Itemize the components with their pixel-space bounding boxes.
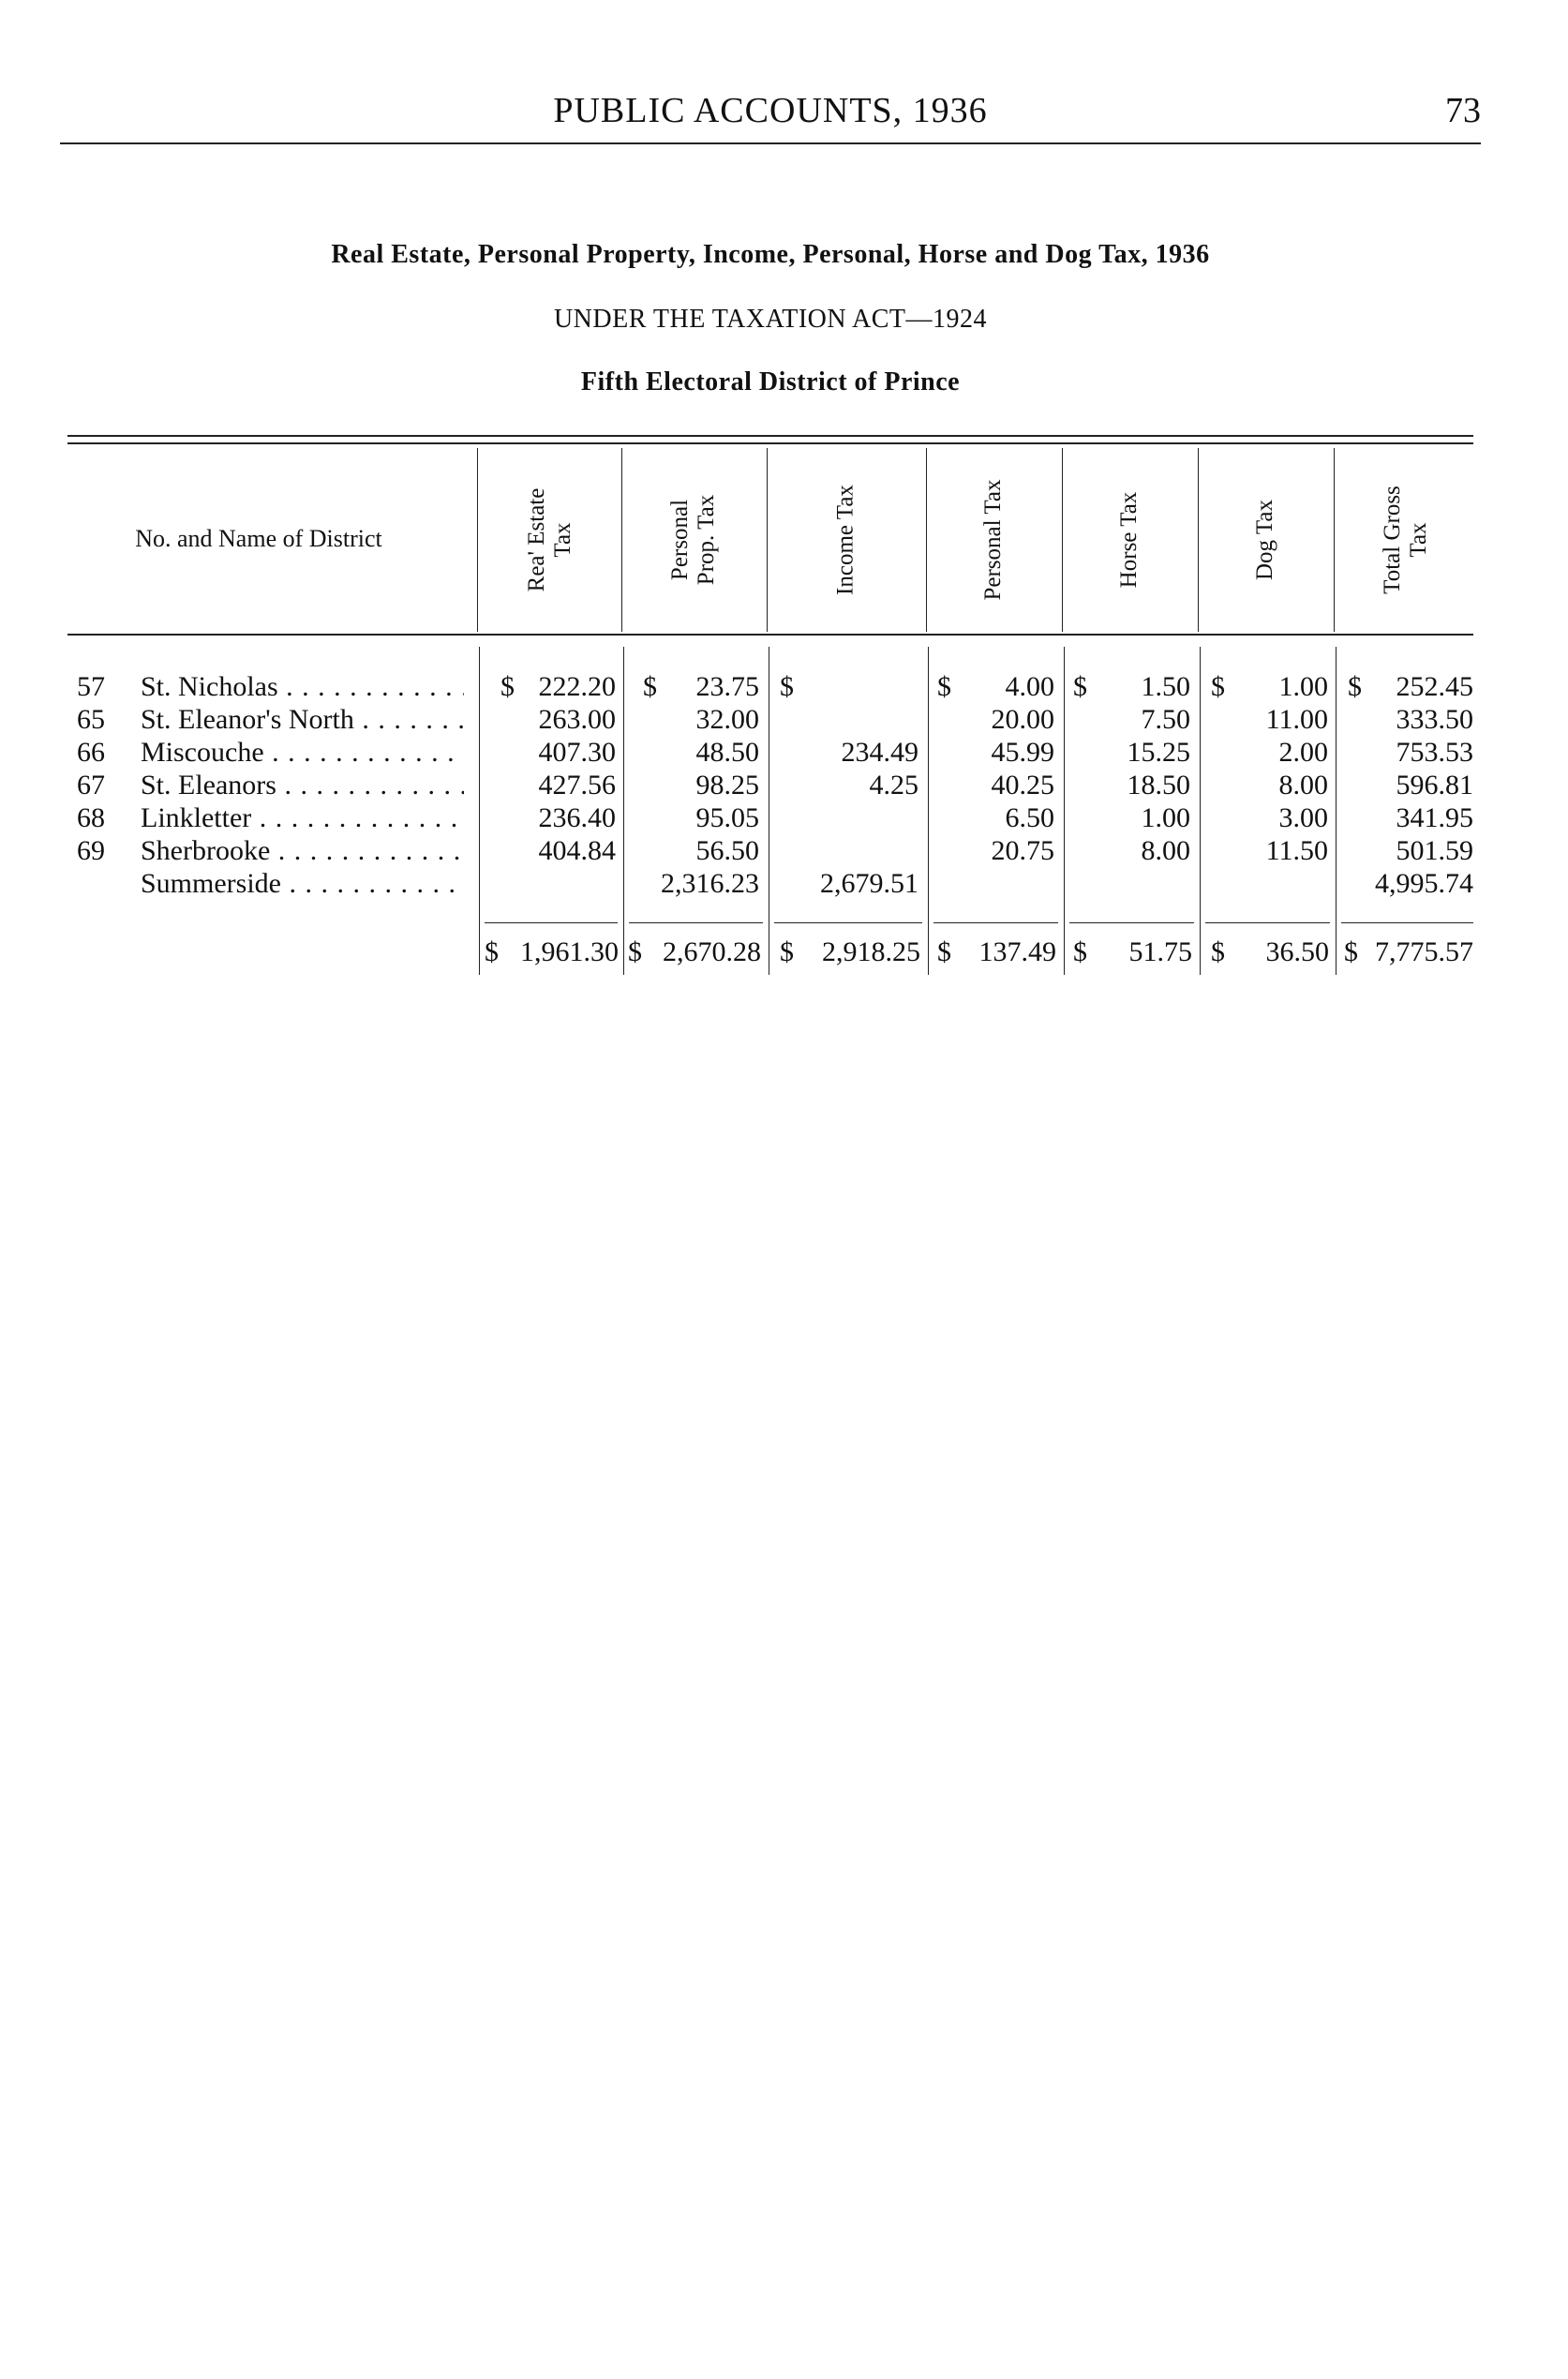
table-row <box>0 769 1568 802</box>
dog-value: 3.00 <box>1278 802 1328 833</box>
district-name: Summerside . . . <box>141 867 464 901</box>
column-header-name: No. and Name of District <box>135 525 382 552</box>
currency-symbol: $ <box>780 936 794 967</box>
horse-value: 1.00 <box>1141 802 1190 833</box>
table-subtitle: UNDER THE TAXATION ACT—1924 <box>553 305 988 334</box>
running-title: PUBLIC ACCOUNTS, 1936 <box>553 91 988 130</box>
income-value <box>797 670 918 704</box>
income-value: 4.25 <box>869 770 918 800</box>
total-rule <box>629 922 763 923</box>
total-rule <box>1341 922 1473 923</box>
total-income: 2,918.25 <box>822 936 920 967</box>
top-rule-double <box>67 442 1473 444</box>
column-divider <box>477 448 478 632</box>
dog-value <box>1228 867 1328 901</box>
column-header-personal-prop: Personal Prop. Tax <box>667 494 719 586</box>
table-row <box>0 834 1568 868</box>
table-title: Real Estate, Personal Property, Income, Personal, Horse and Dog Tax, 1936 <box>331 240 1210 269</box>
grand-total: 7,775.57 <box>1375 936 1473 967</box>
column-header-total-gross: Total Gross Tax <box>1380 486 1431 594</box>
total-value: 501.59 <box>1396 835 1473 866</box>
total-value: 753.53 <box>1396 737 1473 768</box>
real-estate-value: 404.84 <box>538 835 616 866</box>
personal-value <box>947 867 1054 901</box>
column-header-horse: Horse Tax <box>1116 491 1142 589</box>
table-row <box>0 867 1568 901</box>
dog-value: 11.00 <box>1265 704 1328 735</box>
table-row <box>0 801 1568 835</box>
dog-value: 11.50 <box>1265 835 1328 866</box>
currency-symbol: $ <box>628 936 642 967</box>
column-divider <box>1198 448 1199 632</box>
total-value: 341.95 <box>1396 802 1473 833</box>
total-real-estate: 1,961.30 <box>520 936 619 967</box>
column-divider <box>621 448 622 632</box>
personal-value: 40.25 <box>991 770 1054 800</box>
personal-prop-value: 32.00 <box>695 704 759 735</box>
total-horse: 51.75 <box>1128 936 1192 967</box>
real-estate-value: 427.56 <box>538 770 616 800</box>
page-number: 73 <box>1445 91 1481 130</box>
district-number: 66 <box>77 737 105 768</box>
income-value <box>797 801 918 835</box>
column-divider <box>767 448 768 632</box>
currency-symbol: $ <box>1073 671 1087 702</box>
table-row <box>0 703 1568 737</box>
currency-symbol: $ <box>1348 671 1362 702</box>
currency-symbol: $ <box>500 671 515 702</box>
district-name: Linkletter . . . <box>141 801 464 835</box>
currency-symbol: $ <box>780 671 794 702</box>
total-rule <box>774 922 922 923</box>
personal-value: 20.00 <box>991 704 1054 735</box>
column-header-income: Income Tax <box>832 485 859 595</box>
district-number: 65 <box>77 704 105 735</box>
total-rule <box>933 922 1058 923</box>
district-number <box>77 867 114 901</box>
income-value <box>797 703 918 737</box>
personal-prop-value: 98.25 <box>695 770 759 800</box>
horse-value: 8.00 <box>1141 835 1190 866</box>
district-name: St. Eleanor's North . . . <box>141 703 464 737</box>
personal-value: 4.00 <box>1005 671 1054 702</box>
currency-symbol: $ <box>1211 936 1225 967</box>
district-number: 57 <box>77 671 105 702</box>
column-header-personal: Personal Tax <box>980 479 1006 601</box>
total-personal: 137.49 <box>978 936 1056 967</box>
real-estate-value <box>506 867 616 901</box>
horse-value <box>1087 867 1190 901</box>
district-number: 69 <box>77 835 105 866</box>
personal-prop-value: 48.50 <box>695 737 759 768</box>
column-divider <box>1334 448 1335 632</box>
table-row <box>0 736 1568 770</box>
currency-symbol: $ <box>1073 936 1087 967</box>
income-value: 234.49 <box>841 737 918 768</box>
real-estate-value: 236.40 <box>538 802 616 833</box>
district-number: 67 <box>77 770 105 800</box>
total-dog: 36.50 <box>1265 936 1329 967</box>
district-name: St. Nicholas . . . <box>141 670 464 704</box>
personal-prop-value: 23.75 <box>695 671 759 702</box>
currency-symbol: $ <box>1344 936 1358 967</box>
total-value: 252.45 <box>1396 671 1473 702</box>
totals-row <box>0 935 1568 973</box>
column-divider <box>926 448 927 632</box>
dog-value: 8.00 <box>1278 770 1328 800</box>
currency-symbol: $ <box>937 936 951 967</box>
horse-value: 15.25 <box>1127 737 1190 768</box>
total-value: 596.81 <box>1396 770 1473 800</box>
income-value: 2,679.51 <box>820 868 918 899</box>
personal-prop-value: 2,316.23 <box>661 868 759 899</box>
real-estate-value: 263.00 <box>538 704 616 735</box>
horse-value: 1.50 <box>1141 671 1190 702</box>
total-rule <box>1069 922 1194 923</box>
currency-symbol: $ <box>937 671 951 702</box>
personal-value: 45.99 <box>991 737 1054 768</box>
district-name: Sherbrooke . . . <box>141 834 464 868</box>
total-rule <box>1205 922 1330 923</box>
horse-value: 7.50 <box>1141 704 1190 735</box>
header-rule <box>67 634 1473 636</box>
real-estate-value: 222.20 <box>538 671 616 702</box>
currency-symbol: $ <box>485 936 499 967</box>
horse-value: 18.50 <box>1127 770 1190 800</box>
personal-value: 20.75 <box>991 835 1054 866</box>
personal-prop-value: 56.50 <box>695 835 759 866</box>
currency-symbol: $ <box>643 671 657 702</box>
total-value: 4,995.74 <box>1375 868 1473 899</box>
total-value: 333.50 <box>1396 704 1473 735</box>
district-name: Miscouche . . . <box>141 736 464 770</box>
column-divider <box>1062 448 1063 632</box>
personal-prop-value: 95.05 <box>695 802 759 833</box>
real-estate-value: 407.30 <box>538 737 616 768</box>
dog-value: 1.00 <box>1278 671 1328 702</box>
table-row <box>0 670 1568 704</box>
column-header-dog: Dog Tax <box>1252 500 1277 580</box>
dog-value: 2.00 <box>1278 737 1328 768</box>
top-rule <box>67 435 1473 437</box>
district-name: St. Eleanors . . . <box>141 769 464 802</box>
column-header-real-estate: Rea' Estate Tax <box>524 487 575 592</box>
personal-value: 6.50 <box>1005 802 1054 833</box>
page-header <box>60 86 1481 144</box>
total-rule <box>485 922 618 923</box>
income-value <box>797 834 918 868</box>
district-number: 68 <box>77 802 105 833</box>
district-title: Fifth Electoral District of Prince <box>580 367 961 396</box>
currency-symbol: $ <box>1211 671 1225 702</box>
total-personal-prop: 2,670.28 <box>663 936 761 967</box>
